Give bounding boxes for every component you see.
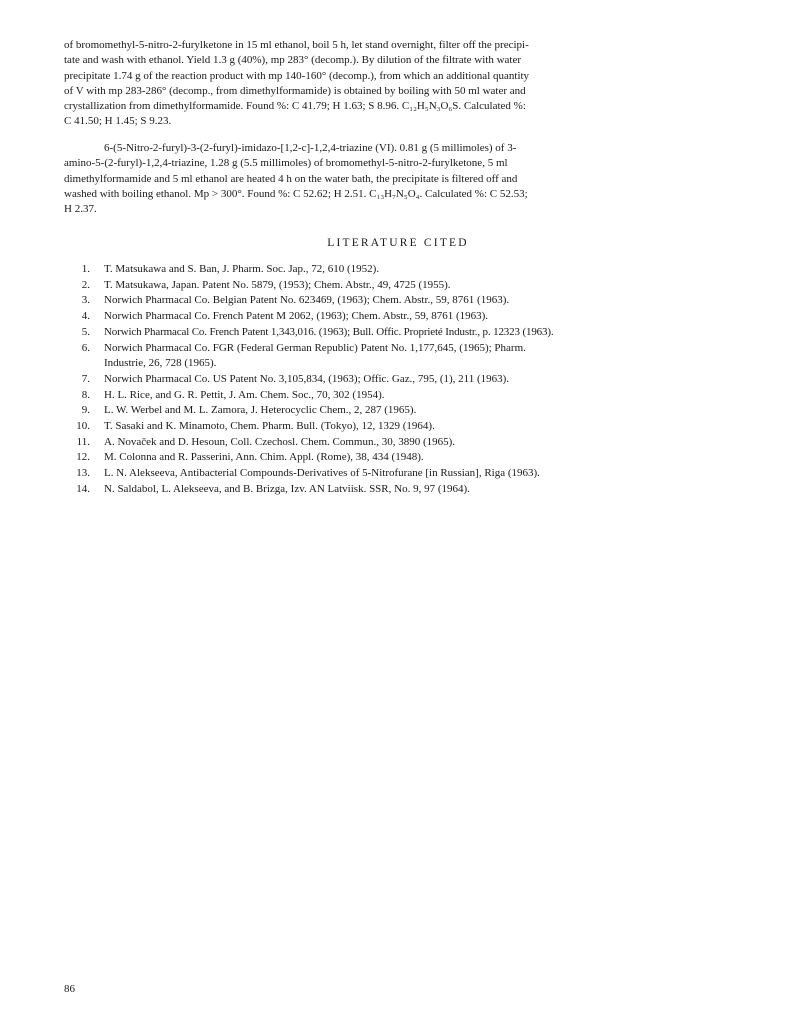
reference-text: Norwich Pharmacal Co. French Patent M 2062, (1963); Chem. Abstr., 59, 8761 (1963).	[104, 310, 489, 323]
reference-list	[64, 262, 744, 498]
reference-text: A. Novaček and D. Hesoun, Coll. Czechosl. Chem. Commun., 30, 3890 (1965).	[104, 435, 456, 448]
reference-item	[64, 403, 744, 419]
text-line: 6-(5-Nitro-2-furyl)-3-(2-furyl)-imidazo-[1,2-c]-1,2,4-triazine (VI). 0.81 g (5 millimoles) of 3-	[104, 142, 517, 154]
text-line: precipitate 1.74 g of the reaction product with mp 140-160° (decomp.), from which an additional quantity	[64, 69, 530, 82]
reference-item	[64, 293, 744, 309]
reference-text: Norwich Pharmacal Co. US Patent No. 3,105,834, (1963); Offic. Gaz., 795, (1), 211 (1963).	[104, 372, 510, 385]
reference-text: T. Sasaki and K. Minamoto, Chem. Pharm. Bull. (Tokyo), 12, 1329 (1964).	[104, 420, 435, 433]
reference-item	[64, 309, 744, 325]
reference-text: L. N. Alekseeva, Antibacterial Compounds-Derivatives of 5-Nitrofurane [in Russian], Riga (1963).	[104, 467, 540, 480]
reference-item	[64, 466, 744, 482]
reference-text: T. Matsukawa and S. Ban, J. Pharm. Soc. Jap., 72, 610 (1952).	[104, 263, 380, 275]
reference-item	[64, 482, 744, 498]
reference-text-continued: Industrie, 26, 728 (1965).	[104, 357, 217, 370]
reference-text: N. Saldabol, L. Alekseeva, and B. Brizga, Izv. AN Latviisk. SSR, No. 9, 97 (1964).	[104, 482, 470, 495]
reference-item	[64, 450, 744, 466]
reference-item	[64, 435, 744, 451]
reference-number: 11.	[76, 435, 90, 448]
text-line: tate and wash with ethanol. Yield 1.3 g (40%), mp 283° (decomp.). By dilution of the filtrate with water	[64, 54, 522, 67]
text-line: amino-5-(2-furyl)-1,2,4-triazine, 1.28 g (5.5 millimoles) of bromomethyl-5-nitro-2-furylketone, 5 ml	[64, 157, 508, 170]
experimental-paragraph-continued	[64, 38, 736, 130]
text-line: washed with boiling ethanol. Mp > 300°. Found %: C 52.62; H 2.51. C₁₃H₇N₅O₄. Calculated %: C 52.53;	[64, 187, 528, 200]
reference-number: 4.	[81, 310, 90, 323]
reference-number: 2.	[81, 278, 90, 291]
reference-number: 1.	[81, 263, 90, 275]
reference-text: Norwich Pharmacal Co. FGR (Federal German Republic) Patent No. 1,177,645, (1965); Pharm.	[104, 341, 526, 354]
reference-text: H. L. Rice, and G. R. Pettit, J. Am. Chem. Soc., 70, 302 (1954).	[104, 388, 385, 401]
literature-cited-heading: LITERATURE CITED	[327, 237, 469, 249]
reference-text: M. Colonna and R. Passerini, Ann. Chim. Appl. (Rome), 38, 434 (1948).	[104, 451, 424, 464]
reference-number: 10.	[76, 420, 90, 433]
reference-number: 12.	[76, 451, 90, 464]
reference-text: L. W. Werbel and M. L. Zamora, J. Heterocyclic Chem., 2, 287 (1965).	[104, 404, 417, 417]
reference-item	[64, 278, 744, 294]
reference-number: 9.	[81, 404, 90, 417]
reference-number: 8.	[81, 388, 90, 401]
reference-number: 5.	[81, 325, 90, 338]
reference-item	[64, 372, 744, 388]
compound-vi-paragraph	[64, 141, 736, 217]
reference-item	[64, 341, 744, 372]
reference-text: Norwich Pharmacal Co. Belgian Patent No. 623469, (1963); Chem. Abstr., 59, 8761 (1963).	[104, 294, 510, 307]
text-line: C 41.50; H 1.45; S 9.23.	[64, 115, 172, 128]
reference-item	[64, 262, 744, 278]
reference-number: 7.	[81, 372, 90, 385]
text-line: dimethylformamide and 5 ml ethanol are heated 4 h on the water bath, the precipitate is filtered off and	[64, 172, 518, 185]
text-line: crystallization from dimethylformamide. Found %: C 41.79; H 1.63; S 8.96. C₁₂H₅N₃O₆S. Calculated %:	[64, 100, 526, 113]
reference-number: 3.	[81, 294, 90, 307]
reference-item	[64, 419, 744, 435]
reference-text: T. Matsukawa, Japan. Patent No. 5879, (1953); Chem. Abstr., 49, 4725 (1955).	[104, 278, 451, 291]
reference-number: 6.	[81, 341, 90, 354]
reference-number: 14.	[76, 482, 90, 495]
reference-text: Norwich Pharmacal Co. French Patent 1,343,016. (1963); Bull. Offic. Proprieté Industr., p. 12323 (1963).	[104, 325, 554, 338]
text-line: of bromomethyl-5-nitro-2-furylketone in 15 ml ethanol, boil 5 h, let stand overnight, filter off the precipi-	[64, 39, 529, 51]
reference-item	[64, 325, 744, 341]
text-line: of V with mp 283-286° (decomp., from dimethylformamide) is obtained by boiling with 50 ml water and	[64, 84, 526, 97]
page-number: 86	[64, 983, 75, 995]
text-line: H 2.37.	[64, 203, 97, 216]
reference-item	[64, 388, 744, 404]
reference-number: 13.	[76, 467, 90, 480]
